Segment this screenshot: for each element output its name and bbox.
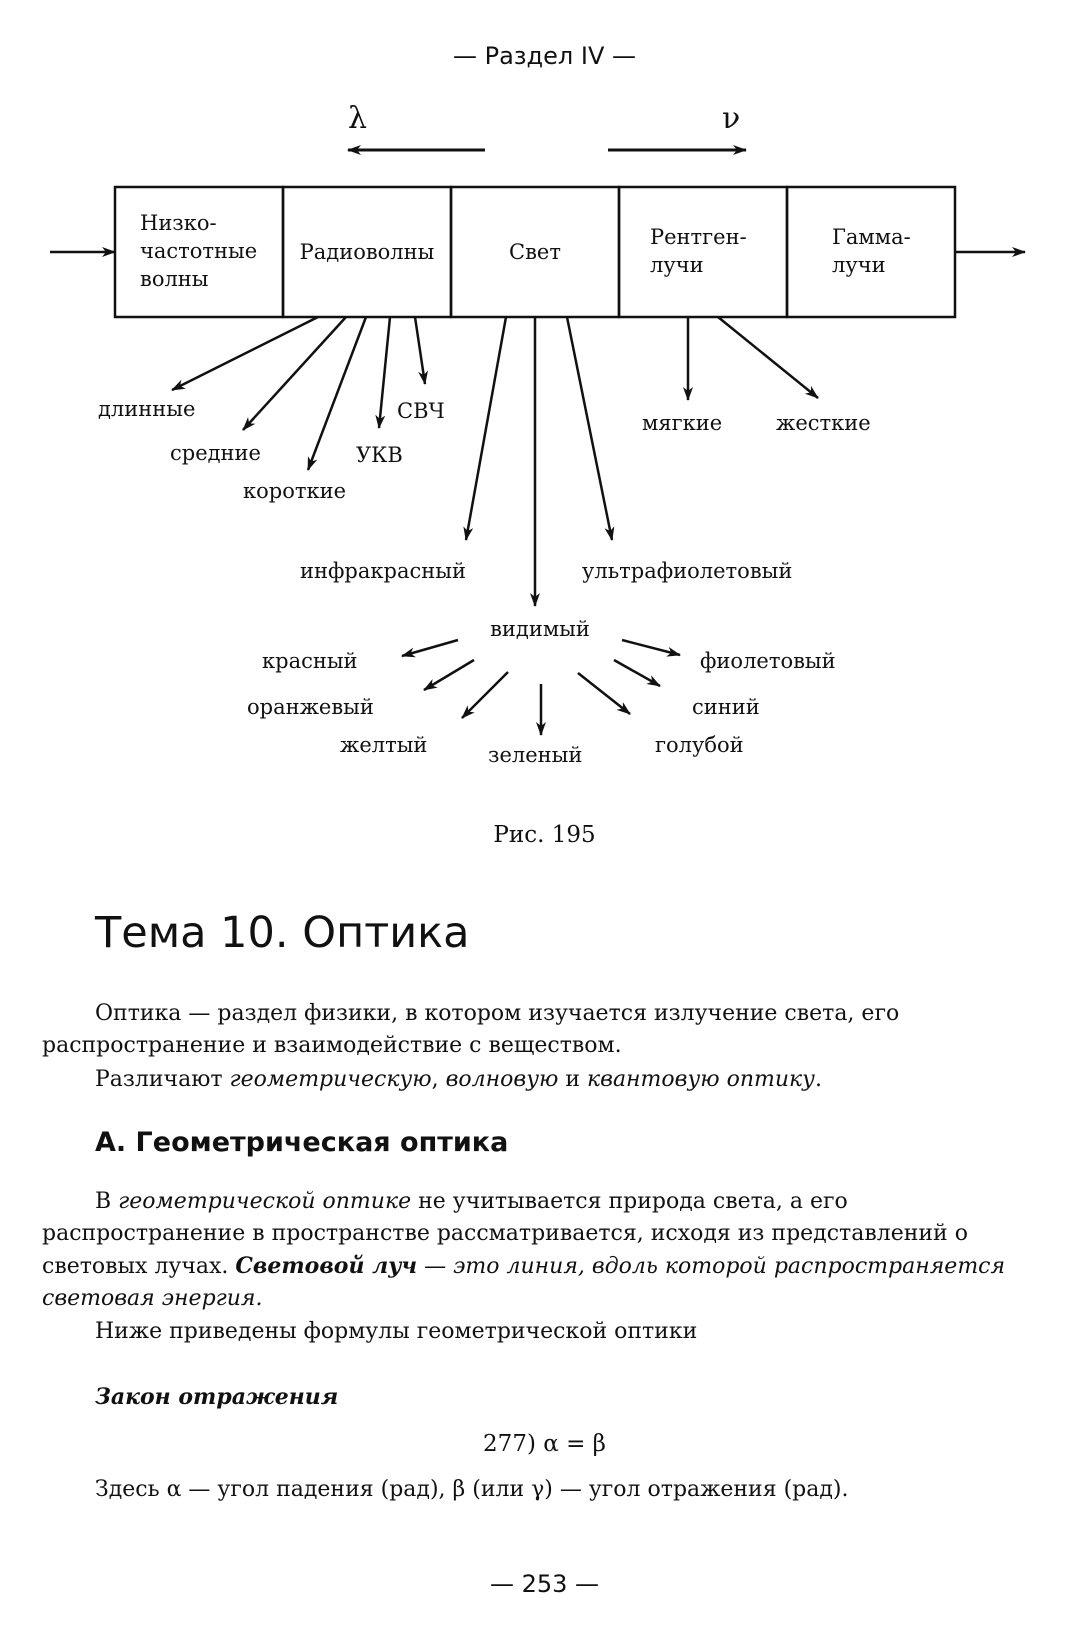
section-a-paragraph-3: Здесь α — угол падения (рад), β (или γ) — угол отражения (рад). bbox=[95, 1477, 849, 1502]
label-yellow: желтый bbox=[340, 733, 428, 757]
label-red: красный bbox=[262, 649, 358, 673]
intro-p2-start: Различают bbox=[95, 1067, 230, 1092]
reflection-law-heading: Закон отражения bbox=[95, 1384, 339, 1410]
arrow-hard bbox=[718, 317, 818, 398]
label-medium: средние bbox=[170, 441, 261, 465]
nu-symbol: ν bbox=[722, 101, 741, 136]
label-infrared: инфракрасный bbox=[300, 559, 466, 583]
lambda-symbol: λ bbox=[348, 101, 368, 136]
label-soft: мягкие bbox=[642, 411, 723, 435]
figure-caption: Рис. 195 bbox=[493, 822, 596, 848]
box-xray bbox=[619, 187, 787, 317]
sa-p1-start: В bbox=[95, 1189, 119, 1214]
section-a-title: А. Геометрическая оптика bbox=[95, 1127, 509, 1158]
arrow-vhf bbox=[379, 317, 390, 428]
spectrum-diagram bbox=[0, 90, 1089, 810]
term-wave: волновую bbox=[445, 1067, 559, 1092]
label-vhf: УКВ bbox=[356, 443, 403, 467]
sa-p1-mid: не учитывается природа света, а его распространение в пространстве рассматривается, исходя из представлений о световых лучах. bbox=[42, 1189, 968, 1279]
box-gamma bbox=[787, 187, 955, 317]
box-radio-label: Радиоволны bbox=[299, 240, 435, 264]
light-ray-definition: — это линия, вдоль которой распространяется световая энергия. bbox=[42, 1254, 1006, 1311]
label-violet: фиолетовый bbox=[700, 649, 836, 673]
box-xray-line1: Рентген- bbox=[650, 225, 747, 249]
box-light-label: Свет bbox=[509, 240, 561, 264]
term-geometric: геометрическую bbox=[229, 1067, 432, 1092]
arrow-infrared bbox=[466, 317, 506, 540]
label-light-blue: голубой bbox=[655, 733, 744, 757]
label-microwave: СВЧ bbox=[397, 399, 445, 423]
label-ultraviolet: ультрафиолетовый bbox=[582, 559, 793, 583]
formula-277: 277) α = β bbox=[483, 1431, 606, 1457]
intro-paragraph-1: Оптика — раздел физики, в котором изучается излучение света, его распространение и взаимодействие с веществом. bbox=[42, 1001, 900, 1058]
section-a-paragraph-2: Ниже приведены формулы геометрической оптики bbox=[95, 1319, 698, 1344]
arrow-ultraviolet bbox=[567, 317, 612, 540]
box-low-frequency-line2: частотные bbox=[140, 239, 258, 263]
theme-title: Тема 10. Оптика bbox=[95, 908, 470, 958]
arrow-blue bbox=[614, 660, 660, 686]
label-short: короткие bbox=[243, 479, 347, 503]
term-geometric-optics: геометрической оптике bbox=[118, 1189, 412, 1214]
arrow-yellow bbox=[462, 672, 508, 718]
arrow-red bbox=[402, 640, 458, 656]
section-a-paragraph-1 bbox=[42, 1186, 1042, 1315]
term-quantum: квантовую оптику bbox=[587, 1067, 815, 1092]
page-number: — 253 — bbox=[489, 1570, 600, 1598]
box-gamma-line2: лучи bbox=[832, 253, 886, 277]
running-head: — Раздел IV — bbox=[452, 42, 637, 70]
intro-p2-sep: , bbox=[431, 1067, 446, 1092]
box-gamma-line1: Гамма- bbox=[832, 225, 911, 249]
label-visible: видимый bbox=[490, 617, 590, 641]
box-low-frequency-line1: Низко- bbox=[140, 211, 217, 235]
arrow-orange bbox=[424, 660, 474, 690]
label-long: длинные bbox=[98, 397, 196, 421]
arrow-violet bbox=[622, 640, 680, 655]
box-low-frequency-line3: волны bbox=[140, 267, 209, 291]
label-green: зеленый bbox=[488, 743, 583, 767]
label-hard: жесткие bbox=[776, 411, 871, 435]
intro-p2-and: и bbox=[558, 1067, 587, 1092]
intro-paragraph-2 bbox=[42, 1064, 1042, 1096]
arrow-light-blue bbox=[578, 673, 630, 714]
arrow-microwave bbox=[415, 317, 425, 384]
label-orange: оранжевый bbox=[247, 695, 374, 719]
label-blue: синий bbox=[692, 695, 760, 719]
term-light-ray: Световой луч bbox=[235, 1253, 418, 1279]
intro-p2-end: . bbox=[814, 1067, 822, 1092]
arrow-long bbox=[172, 317, 318, 390]
box-xray-line2: лучи bbox=[650, 253, 704, 277]
